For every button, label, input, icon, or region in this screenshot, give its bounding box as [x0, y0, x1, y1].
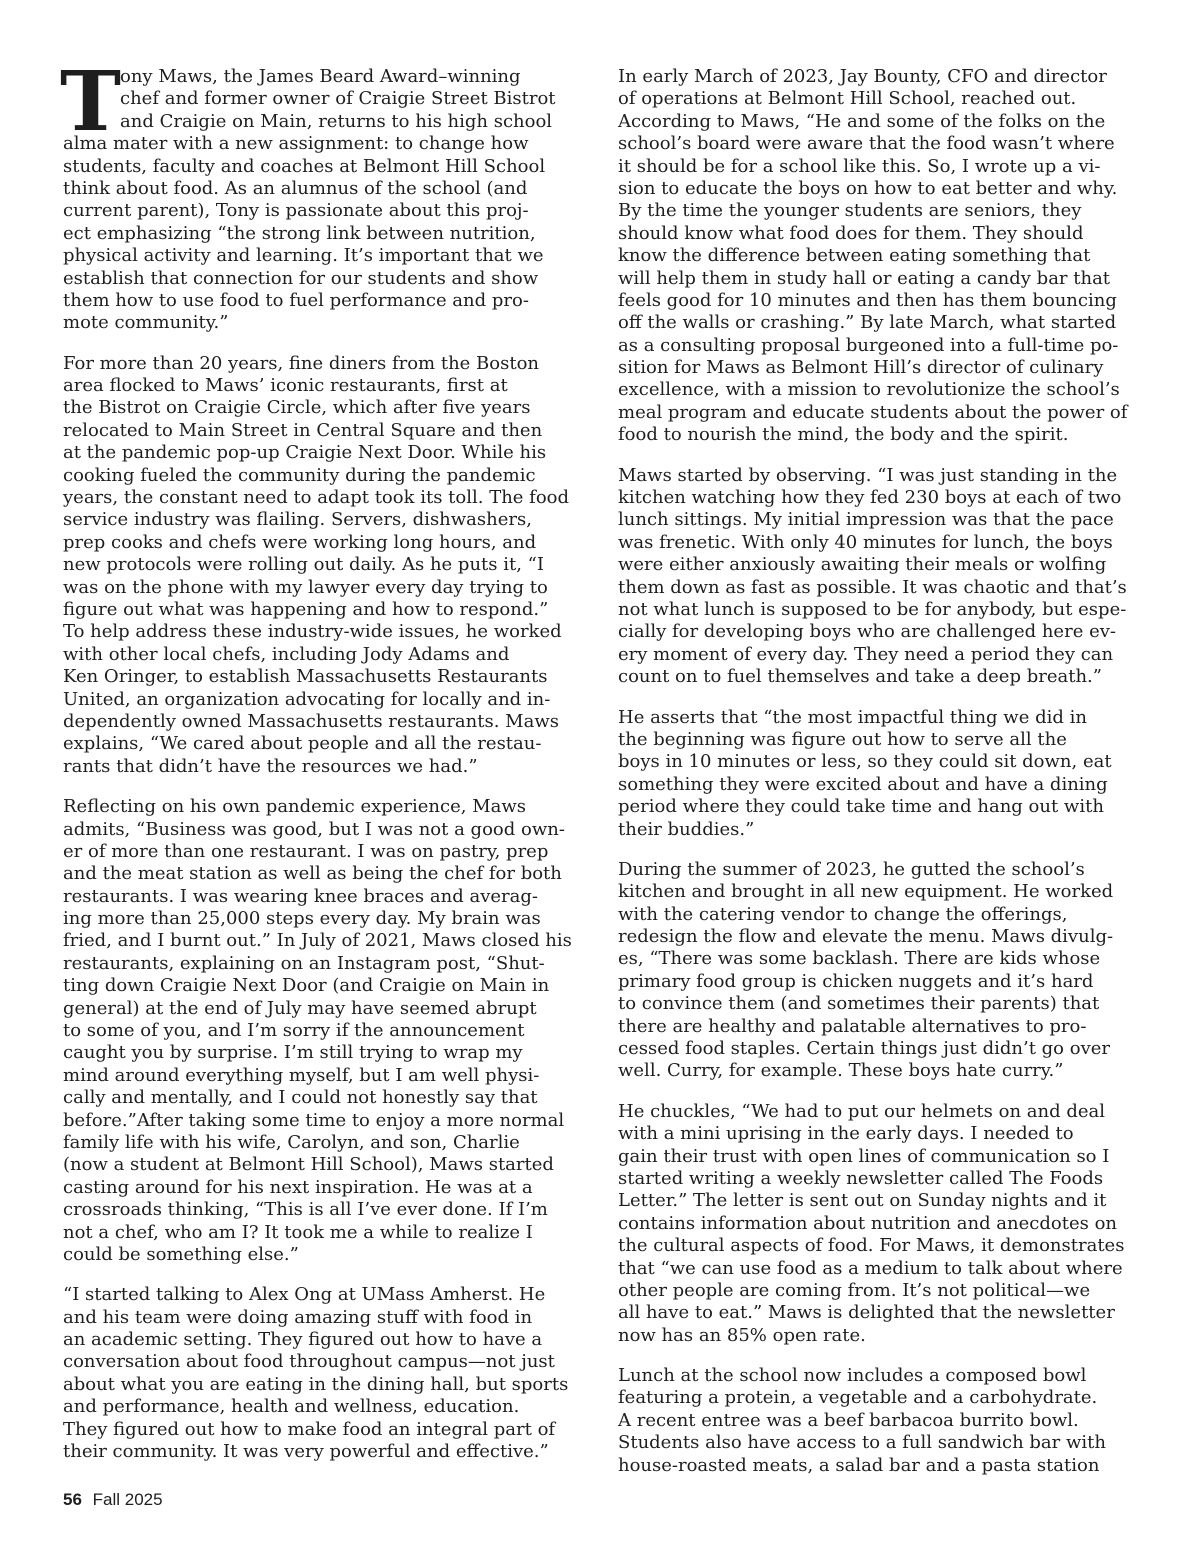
text-line: with other local chefs, including Jody Adams and [63, 643, 510, 665]
text-line: gain their trust with open lines of communication so I [618, 1145, 1110, 1167]
text-line: conversation about food throughout campus—not just [63, 1351, 555, 1373]
text-line: count on to fuel themselves and take a deep breath.” [618, 666, 1102, 688]
text-line: fried, and I burnt out.” In July of 2021, Maws closed his [63, 930, 572, 952]
text-line: In early March of 2023, Jay Bounty, CFO and director [618, 66, 1107, 87]
text-line: new protocols were rolling out daily. As he puts it, “I [63, 554, 544, 576]
text-line: area flocked to Maws’ iconic restaurants, first at [63, 375, 508, 397]
paragraph [63, 353, 579, 778]
text-line: establish that connection for our students and show [63, 267, 539, 289]
text-line: Reflecting on his own pandemic experience, Maws [63, 796, 527, 818]
text-line: He asserts that “the most impactful thing we did in [618, 706, 1087, 728]
text-line: kitchen watching how they fed 230 boys at each of two [618, 487, 1122, 509]
text-line: could be something else.” [63, 1243, 299, 1265]
text-line: ting down Craigie Next Door (and Craigie on Main in [63, 975, 550, 997]
text-line: contains information about nutrition and anecdotes on [618, 1212, 1117, 1234]
article-right-column [618, 66, 1138, 1495]
text-line: an academic setting. They figured out how to have a [63, 1329, 543, 1351]
text-line: “I started talking to Alex Ong at UMass Amherst. He [63, 1284, 546, 1306]
text-line: cessed food staples. Certain things just didn’t go over [618, 1038, 1111, 1060]
text-line: and his team were doing amazing stuff with food in [63, 1306, 533, 1328]
text-line: there are healthy and palatable alternatives to pro- [618, 1015, 1087, 1037]
text-line: Maws started by observing. “I was just standing in the [618, 464, 1118, 486]
text-line: Students also have access to a full sandwich bar with [618, 1432, 1106, 1454]
text-line: redesign the flow and elevate the menu. Maws divulg- [618, 926, 1114, 948]
text-line: were either anxiously awaiting their meals or wolfing [618, 554, 1107, 576]
text-line: not a chef, who am I? It took me a while to realize I [63, 1221, 533, 1243]
text-line: casting around for his next inspiration. He was at a [63, 1176, 533, 1198]
paragraph [63, 1284, 579, 1463]
text-line: alma mater with a new assignment: to change how [63, 133, 529, 155]
text-line: caught you by surprise. I’m still trying to wrap my [63, 1042, 523, 1064]
paragraph [618, 1101, 1138, 1347]
text-line: For more than 20 years, fine diners from the Boston [63, 352, 540, 374]
text-line: as a consulting proposal burgeoned into a full-time po- [618, 334, 1119, 356]
text-line: general) at the end of July may have seemed abrupt [63, 997, 537, 1019]
text-line: and the meat station as well as being the chef for both [63, 863, 562, 885]
text-line: students, faculty and coaches at Belmont Hill School [63, 155, 546, 177]
text-line: should know what food does for them. They should [618, 222, 1084, 244]
text-line: admits, “Business was good, but I was not a good own- [63, 818, 565, 840]
text-line: cially for developing boys who are challenged here ev- [618, 621, 1116, 643]
text-line: food to nourish the mind, the body and the spirit. [618, 424, 1069, 446]
text-line: meal program and educate students about the power of [618, 401, 1128, 423]
text-line: of operations at Belmont Hill School, reached out. [618, 88, 1077, 110]
paragraph [618, 465, 1138, 689]
text-line: cally and mentally, and I could not honestly say that [63, 1087, 538, 1109]
text-line: and Craigie on Main, returns to his high school [120, 110, 553, 132]
text-line: figure out what was happening and how to respond.” [63, 598, 549, 620]
text-line: current parent), Tony is passionate about this proj- [63, 200, 529, 222]
text-line: sition for Maws as Belmont Hill’s director of culinary [618, 357, 1104, 379]
text-line: their community. It was very powerful and effective.” [63, 1441, 549, 1463]
text-line: to some of you, and I’m sorry if the announcement [63, 1020, 525, 1042]
drop-cap: T [60, 54, 122, 150]
text-line: restaurants. I was wearing knee braces and averag- [63, 885, 538, 907]
page-footer [63, 1490, 163, 1510]
text-line: Ken Oringer, to establish Massachusetts Restaurants [63, 666, 548, 688]
text-line: According to Maws, “He and some of the folks on the [618, 110, 1106, 132]
text-line: service industry was flailing. Servers, dishwashers, [63, 509, 532, 531]
text-line: to convince them (and sometimes their parents) that [618, 993, 1100, 1015]
text-line: restaurants, explaining on an Instagram post, “Shut- [63, 952, 545, 974]
text-line: now has an 85% open rate. [618, 1324, 866, 1346]
text-line: Letter.” The letter is sent out on Sunday nights and it [618, 1190, 1107, 1212]
text-line: was on the phone with my lawyer every day trying to [63, 576, 548, 598]
paragraph [618, 859, 1138, 1083]
text-line: years, the constant need to adapt took its toll. The food [63, 487, 570, 509]
text-line: family life with his wife, Carolyn, and son, Charlie [63, 1131, 520, 1153]
text-line: the cultural aspects of food. For Maws, it demonstrates [618, 1235, 1125, 1257]
text-line: ony Maws, the James Beard Award–winning [120, 66, 521, 87]
text-line: United, an organization advocating for locally and in- [63, 688, 551, 710]
page-number: 56 [63, 1490, 82, 1509]
text-line: with a mini uprising in the early days. I needed to [618, 1123, 1074, 1145]
text-line: the beginning was figure out how to serve all the [618, 728, 1067, 750]
text-line: think about food. As an alumnus of the school (and [63, 177, 528, 199]
text-line: will help them in study hall or eating a candy bar that [618, 267, 1111, 289]
text-line: and performance, health and wellness, education. [63, 1396, 520, 1418]
text-line: not what lunch is supposed to be for anybody, but espe- [618, 598, 1127, 620]
text-line: period where they could take time and hang out with [618, 796, 1104, 818]
text-line: ing more than 25,000 steps every day. My brain was [63, 908, 541, 930]
text-line: off the walls or crashing.” By late March, what started [618, 312, 1117, 334]
text-line: feels good for 10 minutes and then has them bouncing [618, 289, 1117, 311]
text-line: (now a student at Belmont Hill School), Maws started [63, 1154, 554, 1176]
text-line: ery moment of every day. They need a period they can [618, 643, 1114, 665]
text-line: Lunch at the school now includes a composed bowl [618, 1365, 1087, 1387]
paragraph [60, 54, 579, 335]
text-line: was frenetic. With only 40 minutes for lunch, the boys [618, 531, 1113, 553]
text-line: school’s board were aware that the food wasn’t where [618, 133, 1115, 155]
text-line: featuring a protein, a vegetable and a carbohydrate. [618, 1387, 1098, 1409]
text-line: them down as fast as possible. It was chaotic and that’s [618, 576, 1127, 598]
text-line: primary food group is chicken nuggets and it’s hard [618, 970, 1094, 992]
text-line: them how to use food to fuel performance and pro- [63, 289, 529, 311]
text-line: crossroads thinking, “This is all I’ve ever done. If I’m [63, 1199, 548, 1221]
text-line: house-roasted meats, a salad bar and a pasta station [618, 1454, 1100, 1476]
text-line: physical activity and learning. It’s important that we [63, 245, 544, 267]
paragraph [618, 707, 1138, 841]
text-line: relocated to Main Street in Central Square and then [63, 419, 543, 441]
text-line: something they were excited about and have a dining [618, 773, 1108, 795]
text-line: with the catering vendor to change the offerings, [618, 903, 1068, 925]
paragraph [63, 796, 579, 1266]
text-line: well. Curry, for example. These boys hate curry.” [618, 1060, 1064, 1082]
text-line: about what you are eating in the dining hall, but sports [63, 1373, 569, 1395]
text-line: all have to eat.” Maws is delighted that the newsletter [618, 1302, 1115, 1324]
text-line: mote community.” [63, 312, 229, 334]
text-line: By the time the younger students are seniors, they [618, 200, 1082, 222]
text-line: before.”After taking some time to enjoy a more normal [63, 1109, 565, 1131]
text-line: er of more than one restaurant. I was on pastry, prep [63, 840, 549, 862]
text-line: ect emphasizing “the strong link between nutrition, [63, 222, 536, 244]
text-line: They figured out how to make food an integral part of [63, 1418, 556, 1440]
paragraph [618, 1365, 1138, 1477]
text-line: lunch sittings. My initial impression was that the pace [618, 509, 1114, 531]
text-line: rants that didn’t have the resources we had.” [63, 755, 478, 777]
text-line: that “we can use food as a medium to talk about where [618, 1257, 1123, 1279]
text-line: He chuckles, “We had to put our helmets on and deal [618, 1100, 1106, 1122]
article-left-column [60, 54, 579, 1481]
text-line: the Bistrot on Craigie Circle, which after five years [63, 397, 531, 419]
paragraph [618, 66, 1138, 447]
text-line: sion to educate the boys on how to eat better and why. [618, 177, 1118, 199]
text-line: kitchen and brought in all new equipment. He worked [618, 881, 1114, 903]
text-line: chef and former owner of Craigie Street Bistrot [120, 88, 556, 110]
text-line: other people are coming from. It’s not political—we [618, 1279, 1091, 1301]
text-line: explains, “We cared about people and all the restau- [63, 733, 542, 755]
text-line: mind around everything myself, but I am well physi- [63, 1064, 540, 1086]
text-line: To help address these industry-wide issues, he worked [63, 621, 562, 643]
text-line: their buddies.” [618, 818, 755, 840]
text-line: it should be for a school like this. So, I wrote up a vi- [618, 155, 1101, 177]
text-line: at the pandemic pop-up Craigie Next Door. While his [63, 442, 547, 464]
text-line: es, “There was some backlash. There are kids whose [618, 948, 1101, 970]
text-line: prep cooks and chefs were working long hours, and [63, 531, 537, 553]
text-line: During the summer of 2023, he gutted the school’s [618, 858, 1085, 880]
text-line: A recent entree was a beef barbacoa burrito bowl. [618, 1409, 1079, 1431]
text-line: boys in 10 minutes or less, so they could sit down, eat [618, 751, 1112, 773]
text-line: cooking fueled the community during the pandemic [63, 464, 536, 486]
issue-label: Fall 2025 [92, 1490, 163, 1509]
text-line: know the difference between eating something that [618, 245, 1091, 267]
text-line: excellence, with a mission to revolutionize the school’s [618, 379, 1120, 401]
text-line: started writing a weekly newsletter called The Foods [618, 1167, 1104, 1189]
text-line: dependently owned Massachusetts restaurants. Maws [63, 710, 559, 732]
